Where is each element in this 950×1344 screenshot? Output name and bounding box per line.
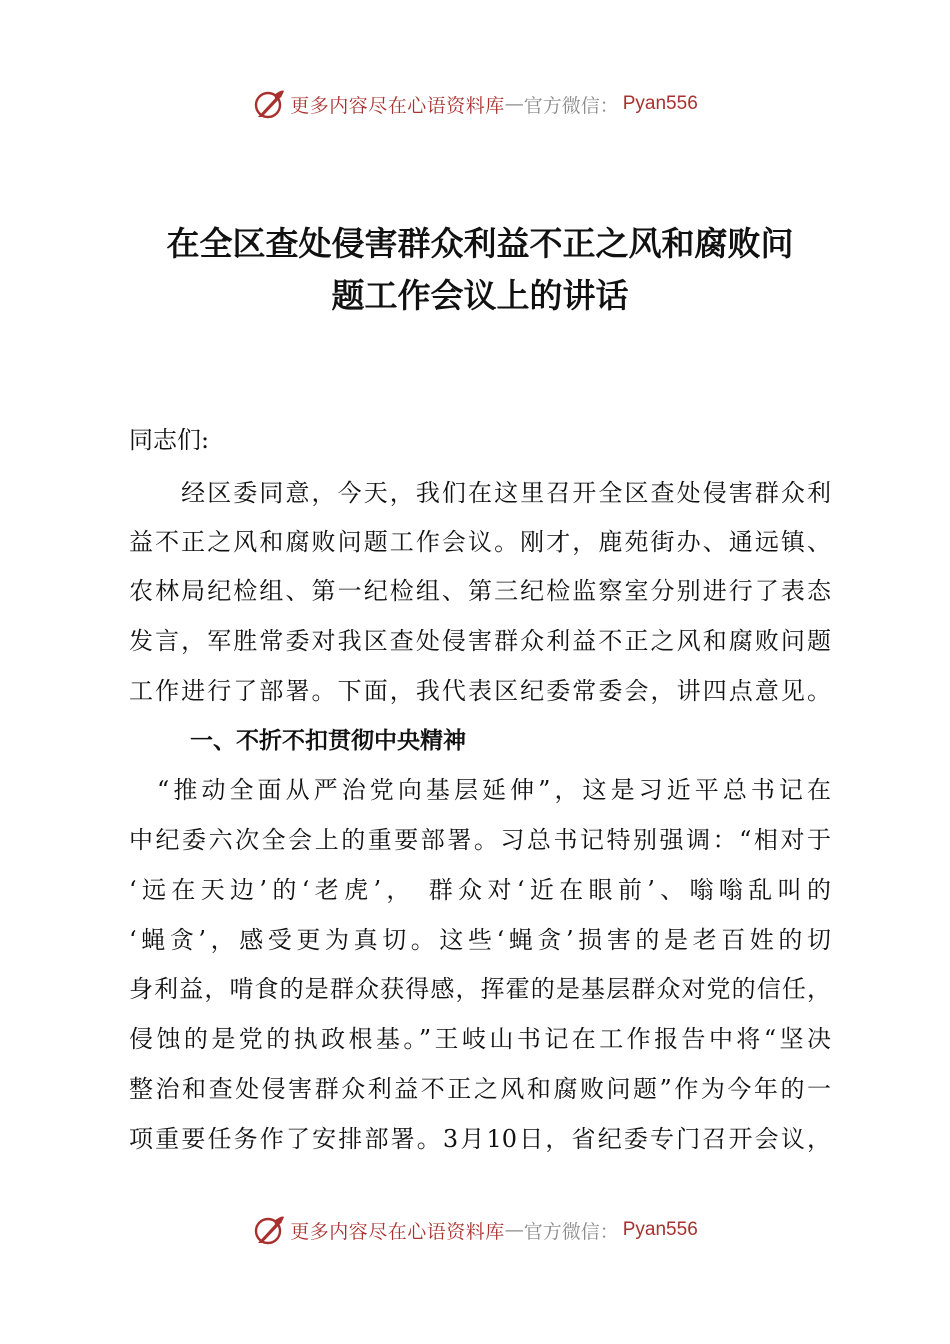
watermark-text: 更多内容尽在心语资料库 xyxy=(290,1220,505,1243)
quill-logo-icon xyxy=(252,87,286,121)
paragraph-line: ‘远在天边’的‘老虎’， 群众对‘近在眼前’、嗡嗡乱叫的 xyxy=(129,876,831,904)
paragraph-line: 农林局纪检组、第一纪检组、第三纪检监察室分别进行了表态 xyxy=(129,577,831,605)
paragraph-line: “推动全面从严治党向基层延伸”，这是习近平总书记在 xyxy=(129,776,831,804)
document-title-line-2: 题工作会议上的讲话 xyxy=(331,276,629,315)
paragraph-line: 益不正之风和腐败问题工作会议。刚才，鹿苑街办、通远镇、 xyxy=(129,528,831,556)
watermark-label: 官方微信： xyxy=(523,94,619,117)
watermark-dash: — xyxy=(504,1219,524,1241)
paragraph-line: 工作进行了部署。下面，我代表区纪委常委会，讲四点意见。 xyxy=(129,677,831,705)
watermark-id: Pyan556 xyxy=(622,93,698,114)
paragraph-line: 整治和查处侵害群众利益不正之风和腐败问题”作为今年的一 xyxy=(129,1075,831,1103)
paragraph-line: 身利益，啃食的是群众获得感，挥霍的是基层群众对党的信任， xyxy=(129,975,831,1003)
watermark-dash: — xyxy=(504,93,524,115)
document-title-line-1: 在全区查处侵害群众利益不正之风和腐败问 xyxy=(166,224,794,263)
footer-watermark xyxy=(0,1210,950,1250)
paragraph-line: 发言，军胜常委对我区查处侵害群众利益不正之风和腐败问题 xyxy=(129,627,831,655)
paragraph-line: ‘蝇贪’，感受更为真切。这些‘蝇贪’损害的是老百姓的切 xyxy=(129,926,831,954)
paragraph-line: 中纪委六次全会上的重要部署。习总书记特别强调：“相对于 xyxy=(129,826,831,854)
quill-logo-icon xyxy=(252,1213,286,1247)
watermark-text: 更多内容尽在心语资料库 xyxy=(290,94,505,117)
watermark-id: Pyan556 xyxy=(622,1219,698,1240)
watermark-label: 官方微信： xyxy=(523,1220,619,1243)
paragraph-line: 项重要任务作了安排部署。3月10日，省纪委专门召开会议， xyxy=(129,1125,831,1153)
section-heading: 一、不折不扣贯彻中央精神 xyxy=(190,728,466,754)
salutation: 同志们: xyxy=(129,426,210,454)
paragraph-line: 经区委同意，今天，我们在这里召开全区查处侵害群众利 xyxy=(129,479,831,507)
paragraph-line: 侵蚀的是党的执政根基。”王岐山书记在工作报告中将“坚决 xyxy=(129,1025,831,1053)
header-watermark xyxy=(0,84,950,124)
